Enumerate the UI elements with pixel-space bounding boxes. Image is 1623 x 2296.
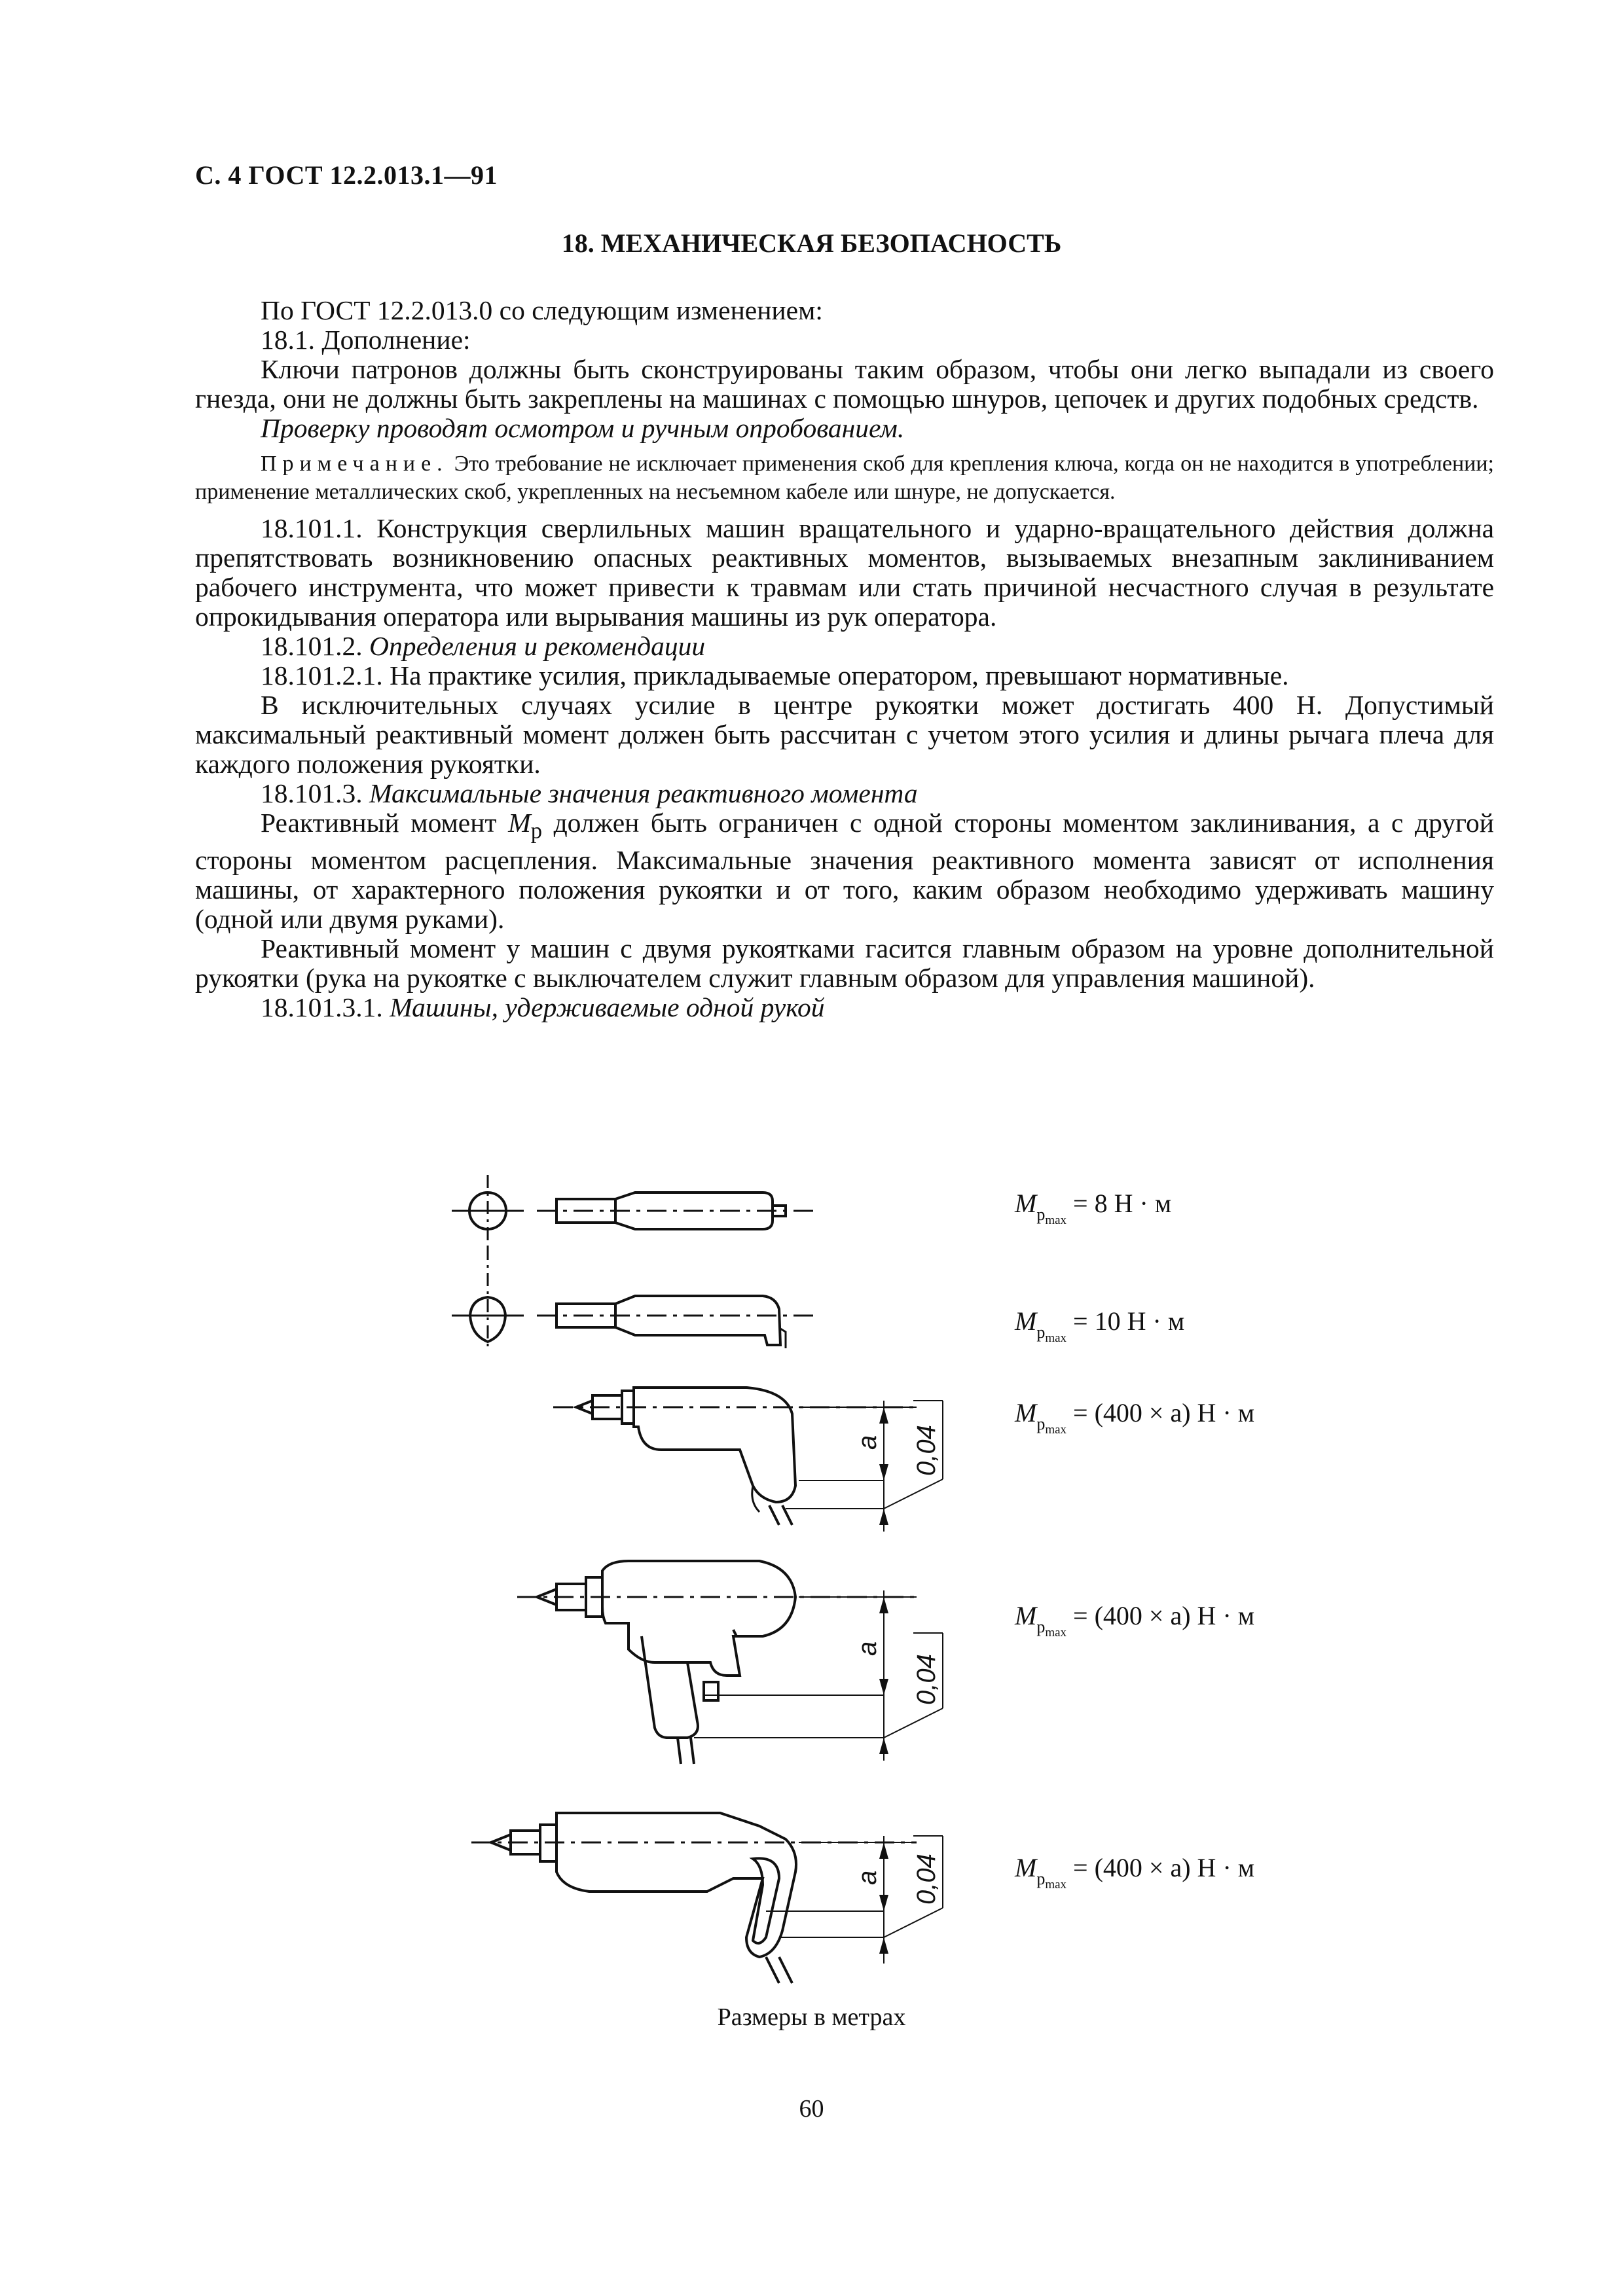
dim-label-a: a xyxy=(853,1435,882,1450)
symbol-m: M xyxy=(1015,1398,1037,1427)
formula-5 xyxy=(1015,1852,1254,1892)
note xyxy=(195,450,1494,506)
symbol-m: M xyxy=(508,808,531,838)
paragraph: По ГОСТ 12.2.013.0 со следующим изменением: xyxy=(261,295,823,325)
figure-caption: Размеры в метрах xyxy=(717,2003,906,2031)
angled-drill-teardrop-section xyxy=(452,1247,818,1352)
note-label: Примечание. xyxy=(261,452,448,476)
dim-label-a: a xyxy=(853,1870,882,1885)
rear-handle-drill xyxy=(471,1813,943,1983)
sub-max: max xyxy=(1045,1423,1067,1437)
formula-value: = 8 Н · м xyxy=(1073,1189,1172,1218)
dim-label-a: a xyxy=(853,1641,882,1656)
sub-max: max xyxy=(1045,1331,1067,1345)
sub-p: p xyxy=(1036,1205,1046,1224)
paragraph xyxy=(195,808,1494,934)
page-header: С. 4 ГОСТ 12.2.013.1—91 xyxy=(195,160,498,190)
note-text: Это требование не исключает применения скоб для крепления ключа, когда он не находится в употреблении; применение металлических скоб, укрепленных на несъемном кабеле или шнуре, не допускается. xyxy=(195,452,1495,504)
page-number: 60 xyxy=(799,2095,824,2123)
clause-number: 18.101.3. xyxy=(261,778,363,808)
paragraph: Реактивный момент у машин с двумя рукоятками гасится главным образом на уровне дополнительной рукоятки (рука на рукоятке с выключателем служит главным образом для управления машиной). xyxy=(195,933,1494,994)
clause-title: Максимальные значения реактивного момента xyxy=(369,778,918,808)
paragraph: 18.1. Дополнение: xyxy=(261,325,471,355)
dim-label-004: 0,04 xyxy=(912,1425,941,1476)
symbol-m: M xyxy=(1015,1853,1037,1882)
formula-3 xyxy=(1015,1397,1254,1437)
section-title: 18. МЕХАНИЧЕСКАЯ БЕЗОПАСНОСТЬ xyxy=(561,228,1062,258)
sub-p: p xyxy=(1036,1869,1046,1888)
symbol-m: M xyxy=(1015,1189,1037,1218)
sub-max: max xyxy=(1045,1213,1067,1227)
paragraph: 18.101.2.1. На практике усилия, прикладываемые оператором, превышают нормативные. xyxy=(261,660,1289,691)
straight-drill-round-section xyxy=(452,1175,818,1247)
dim-label-004: 0,04 xyxy=(912,1654,941,1705)
drill-diagrams xyxy=(0,1165,1623,2049)
formula-value: = 10 Н · м xyxy=(1073,1306,1185,1336)
formula-2 xyxy=(1015,1306,1184,1346)
clause-title: Машины, удерживаемые одной рукой xyxy=(390,992,825,1023)
symbol-subscript: р xyxy=(530,818,542,844)
body-text xyxy=(195,296,1494,1022)
symbol-m: M xyxy=(1015,1601,1037,1630)
clause-number: 18.101.2. xyxy=(261,631,363,661)
symbol-m: M xyxy=(1015,1306,1037,1336)
sub-p: p xyxy=(1036,1617,1046,1636)
paragraph xyxy=(195,779,1494,808)
formula-1 xyxy=(1015,1188,1171,1228)
clause-number: 18.101.3.1. xyxy=(261,992,383,1023)
formula-4 xyxy=(1015,1600,1254,1640)
paragraph xyxy=(195,993,1494,1022)
clause-title: Определения и рекомендации xyxy=(369,631,706,661)
paragraph: 18.101.1. Конструкция сверлильных машин вращательного и ударно-вращательного действия должна препятствовать возникновению опасных реактивных моментов, вызываемых внезапным заклиниванием рабочего инструмента, что может привести к травмам или стать причиной несчастного случая в результате опрокидывания оператора или вырывания машины из рук оператора. xyxy=(195,513,1494,632)
text-part: должен быть ограничен с одной стороны моментом заклинивания, а с другой стороны моментом расцепления. Максимальные значения реактивного момента зависят от исполнения машины, от характерного положения рукоятки и от того, каким образом необходимо удерживать машину (одной или двумя руками). xyxy=(195,808,1494,935)
formula-value: = (400 × a) Н · м xyxy=(1073,1601,1255,1630)
sub-p: p xyxy=(1036,1323,1046,1342)
formula-value: = (400 × a) Н · м xyxy=(1073,1398,1255,1427)
sub-max: max xyxy=(1045,1878,1067,1892)
sub-p: p xyxy=(1036,1414,1046,1433)
dim-label-004: 0,04 xyxy=(912,1854,941,1905)
formula-value: = (400 × a) Н · м xyxy=(1073,1853,1255,1882)
text-part: Реактивный момент xyxy=(261,808,509,838)
sub-max: max xyxy=(1045,1626,1067,1640)
paragraph: Ключи патронов должны быть сконструированы таким образом, чтобы они легко выпадали из своего гнезда, они не должны быть закреплены на машинах с помощью шнуров, цепочек и других подобных средств. xyxy=(195,354,1494,414)
paragraph xyxy=(195,632,1494,661)
pistol-drill-large xyxy=(517,1561,943,1764)
paragraph-italic: Проверку проводят осмотром и ручным опробованием. xyxy=(261,413,905,443)
paragraph: В исключительных случаях усилие в центре рукоятки может достигать 400 Н. Допустимый максимальный реактивный момент должен быть рассчитан с учетом этого усилия и длины рычага плеча для каждого положения рукоятки. xyxy=(195,690,1494,779)
